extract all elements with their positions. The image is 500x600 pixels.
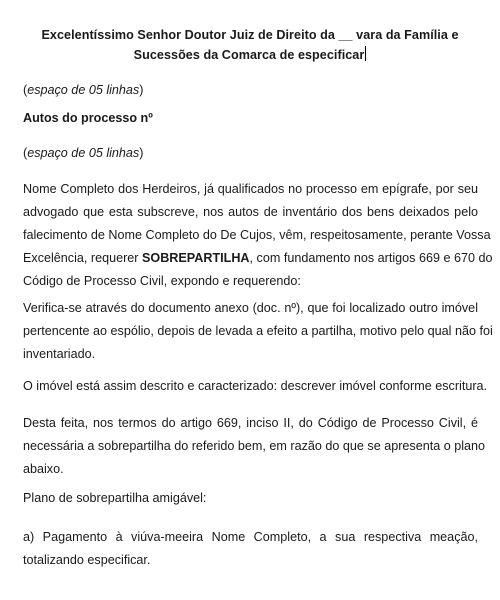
heading-line-2-text: Sucessões da Comarca de especificar <box>133 48 365 62</box>
spacer-note-1-open: ( <box>23 83 28 97</box>
paragraph-legal-basis-line-3: abaixo. <box>23 462 64 476</box>
paragraph-plan-title <box>23 487 478 510</box>
text-cursor <box>365 46 366 61</box>
spacer-note-2-text: espaço de 05 linhas <box>27 146 140 160</box>
paragraph-petition-line-4-post: , com fundamento nos artigos 669 e 670 do <box>249 251 493 265</box>
paragraph-plan-item-a-line-2: totalizando especificar. <box>23 553 151 567</box>
paragraph-petition-line-5: Código de Processo Civil, expondo e requerendo: <box>23 274 301 288</box>
case-number-label: Autos do processo nº <box>23 111 153 125</box>
paragraph-evidence-line-1: Verifica-se através do documento anexo (doc. nº), que foi localizado outro imóvel <box>23 301 478 315</box>
paragraph-property <box>23 375 488 398</box>
paragraph-petition-line-4 <box>23 247 493 270</box>
spacer-note-2-open: ( <box>23 146 28 160</box>
spacer-note-2-close: ) <box>139 146 144 160</box>
spacer-note-1-text: espaço de 05 linhas <box>27 83 140 97</box>
paragraph-evidence <box>23 297 493 366</box>
spacer-note-1-close: ) <box>139 83 144 97</box>
paragraph-property-line-1: O imóvel está assim descrito e caracterizado: descrever imóvel conforme escritura. <box>23 379 488 393</box>
spacer-note-1 <box>23 79 478 102</box>
paragraph-petition-line-2: advogado que esta subscreve, nos autos de inventário dos bens deixados pelo <box>23 205 478 219</box>
paragraph-evidence-line-3: inventariado. <box>23 347 96 361</box>
document-heading <box>20 25 480 65</box>
paragraph-petition-line-4-pre: Excelência, requerer <box>23 251 143 265</box>
heading-line-2 <box>20 45 480 65</box>
paragraph-petition-line-3: falecimento de Nome Completo do De Cujos, vêm, respeitosamente, perante Vossa <box>23 228 491 242</box>
heading-line-1: Excelentíssimo Senhor Doutor Juiz de Direito da __ vara da Família e <box>41 28 459 42</box>
sobrepartilha-term: SOBREPARTILHA <box>142 251 250 265</box>
paragraph-legal-basis <box>23 412 486 481</box>
paragraph-legal-basis-line-2: necessária a sobrepartilha do referido bem, em razão do que se apresenta o plano <box>23 439 486 453</box>
paragraph-petition <box>23 178 493 293</box>
spacer-note-2 <box>23 142 478 165</box>
paragraph-plan-item-a <box>23 526 478 572</box>
paragraph-petition-line-1: Nome Completo dos Herdeiros, já qualificados no processo em epígrafe, por seu <box>23 182 478 196</box>
paragraph-legal-basis-line-1: Desta feita, nos termos do artigo 669, inciso II, do Código de Processo Civil, é <box>23 416 478 430</box>
paragraph-plan-title-line-1: Plano de sobrepartilha amigável: <box>23 491 207 505</box>
paragraph-evidence-line-2: pertencente ao espólio, depois de levada a efeito a partilha, motivo pelo qual não foi <box>23 324 493 338</box>
paragraph-plan-item-a-line-1: a) Pagamento à viúva-meeira Nome Completo, a sua respectiva meação, <box>23 530 478 544</box>
